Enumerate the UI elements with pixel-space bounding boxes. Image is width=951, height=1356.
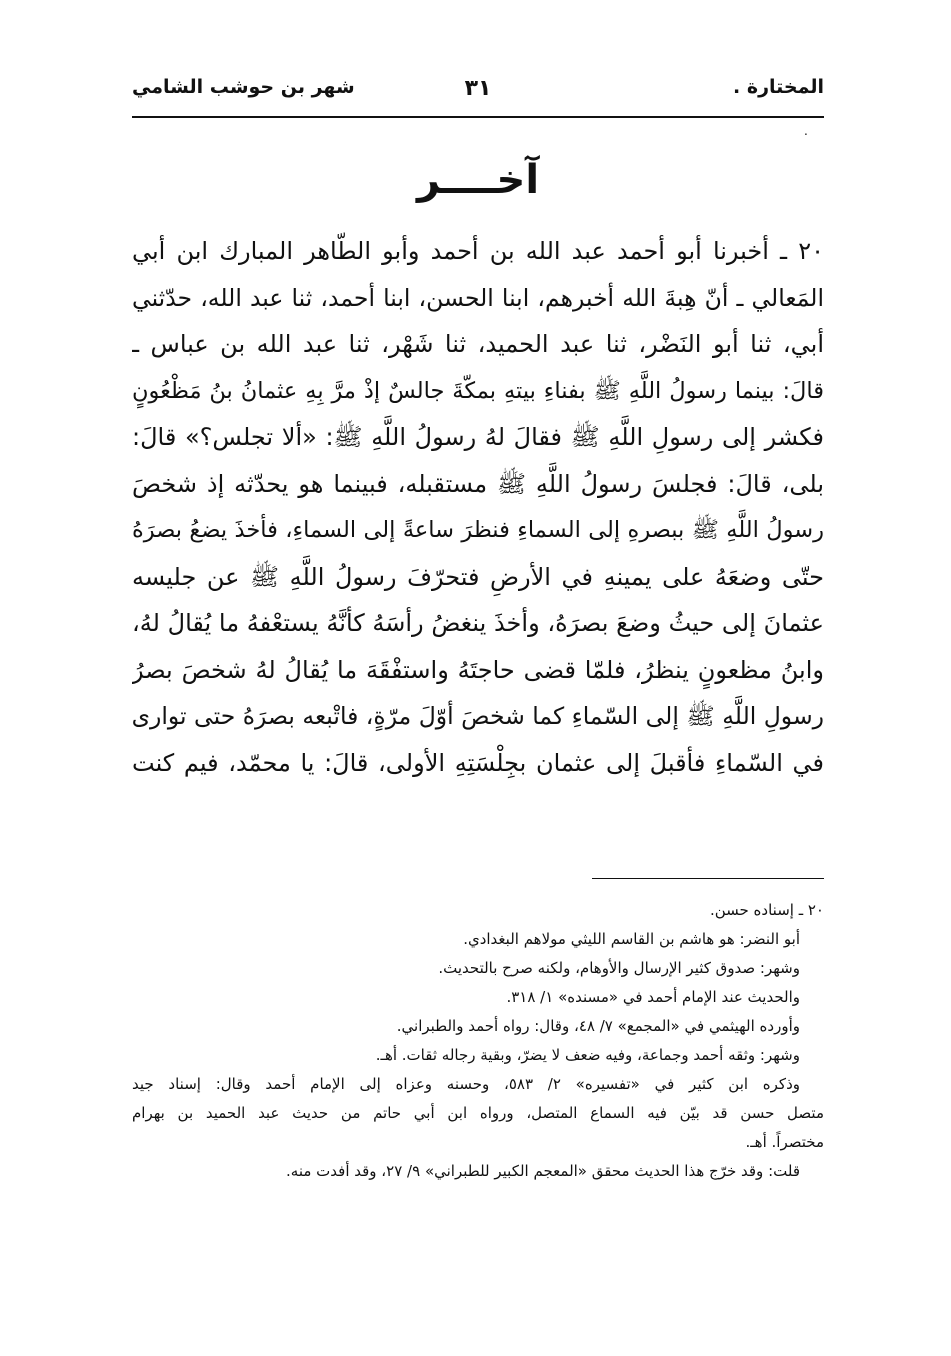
footnote-line: وأورده الهيثمي في «المجمع» ٧/ ٤٨، وقال: رواه أحمد والطبراني.: [396, 1017, 800, 1035]
text-line: ٢٠ ـ أخبرنا أبو أحمد عبد الله بن أحمد وأبو الطّاهر المبارك ابن أبي: [132, 237, 824, 265]
footnote-line: وذكره ابن كثير في «تفسيره» ٢/ ٥٨٣، وحسنه وعزاه إلى الإمام أحمد وقال: إسناد جيد: [132, 1075, 800, 1093]
text-line: رسولُ اللَّهِ ﷺ ببصرهِ إلى السماءِ فنظرَ ساعةً إلى السماءِ، فأخذَ يضعُ بصرَهُ: [132, 517, 824, 543]
text-line: حتّى وضعَهُ على يمينهِ في الأرضِ فتحرّفَ رسولُ اللَّهِ ﷺ عن جليسه: [132, 562, 824, 591]
footnote-line: ٢٠ ـ إسناده حسن.: [709, 901, 824, 919]
header-rule: [132, 116, 824, 118]
text-line: عثمانَ إلى حيثُ وضعَ بصرَهُ، وأخذَ ينغضُ رأسَهُ كأنَّهُ يستعْفهُ ما يُقالُ لهُ،: [132, 609, 824, 637]
text-line: رسولِ اللَّهِ ﷺ إلى السّماءِ كما شخصَ أوّلَ مرّةٍ، فاتْبعه بصرَهُ حتى توارى: [132, 702, 824, 730]
footnote-line: قلت: وقد خرّج هذا الحديث محقق «المعجم الكبير للطبراني» ٩/ ٢٧، وقد أفدت منه.: [286, 1162, 800, 1180]
text-line: فكشر إلى رسولِ اللَّهِ ﷺ فقالَ لهُ رسولُ اللَّهِ ﷺ: «ألا تجلس؟» قالَ:: [132, 423, 824, 451]
footnotes: [132, 896, 824, 1186]
page-number: ٣١: [464, 76, 492, 101]
footnote-line: متصل حسن قد بيّن فيه السماع المتصل، ورواه ابن أبي حاتم من حديث عبد الحميد بن بهرام: [132, 1104, 824, 1122]
footnote-line: وشهر: وثقه أحمد وجماعة، وفيه ضعف لا يضرّ، وبقية رجاله ثقات. أهـ.: [375, 1046, 800, 1064]
footnote-line: وشهر: صدوق كثير الإرسال والأوهام، ولكنه صرح بالتحديث.: [438, 959, 800, 977]
running-header: [132, 76, 824, 110]
margin-dot: .: [804, 124, 808, 138]
text-line: أبي، ثنا أبو النَضْر، ثنا عبد الحميد، ثنا شَهْر، ثنا عبد الله بن عباس ـ: [132, 330, 824, 358]
text-line: المَعالي ـ أنّ هِبةَ الله أخبرهم، ابنا الحسن، ابنا أحمد، ثنا عبد الله، حدّثني: [132, 283, 824, 312]
text-line: قالَ: بينما رسولُ اللَّهِ ﷺ بفناءِ بيتهِ بمكّةَ جالسٌ إذْ مرَّ بِهِ عثمانُ بنُ مَظْعُونٍ: [132, 377, 824, 404]
text-line: بلى، قالَ: فجلسَ رسولُ اللَّهِ ﷺ مستقبله، فبينما هو يحدّثه إذ شخصَ: [132, 469, 824, 498]
footnote-line: أبو النضر: هو هاشم بن القاسم الليثي مولاهم البغدادي.: [463, 930, 800, 948]
section-title: آخــــر: [416, 157, 540, 203]
footnote-rule: [592, 878, 824, 879]
footnote-line: مختصراً. أهـ.: [745, 1133, 824, 1151]
text-line: في السّماءِ فأقبلَ إلى عثمان بجِلْسَتِهِ الأولى، قالَ: يا محمّد، فيم كنت: [132, 748, 824, 777]
footnote-line: والحديث عند الإمام أحمد في «مسنده» ١/ ٣١٨.: [506, 988, 800, 1006]
main-text: [132, 228, 824, 786]
chapter-title: شهر بن حوشب الشامي: [132, 76, 355, 98]
text-line: وابنُ مظعونٍ ينظرُ، فلمّا قضى حاجتَهُ واستفْقَهَ ما يُقالُ لهُ شخصَ بصرُ: [132, 655, 824, 684]
book-title: المختارة .: [733, 76, 824, 98]
